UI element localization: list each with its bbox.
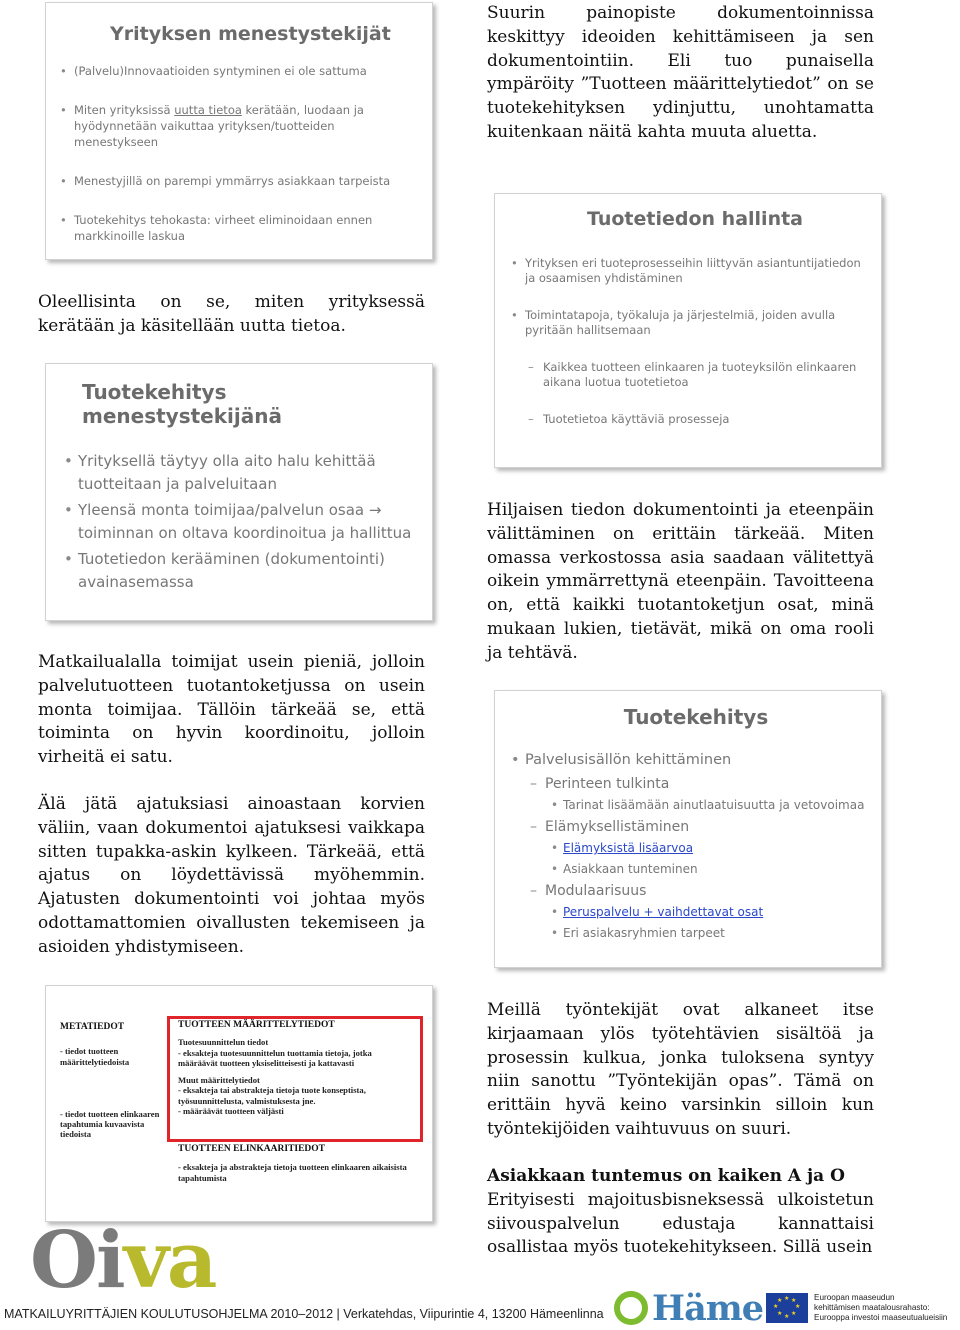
maarittelytiedot-subheading: Tuotesuunnittelun tiedot — [178, 1037, 269, 1048]
elinkaaritiedot-header: TUOTTEEN ELINKAARITIEDOT — [178, 1144, 326, 1154]
slide-subbullet: – Elämyksellistäminen — [545, 816, 867, 838]
slide-title: Tuotetiedon hallinta — [586, 208, 803, 230]
eu-flag-icon: ★ ★ ★ ★ ★ ★ ★ ★ — [766, 1293, 808, 1323]
slide-link-elamyksista-lisaarvoa[interactable]: Elämyksistä lisäarvoa — [563, 841, 694, 855]
slide-bullet: • (Palvelu)Innovaatioiden syntyminen ei ole sattuma — [74, 63, 414, 79]
paragraph-heading: Asiakkaan tuntemus on kaiken A ja O — [487, 1166, 845, 1186]
slide-link-peruspalvelu[interactable]: Peruspalvelu + vaihdettavat osat — [563, 905, 764, 919]
metatiedot-item: - tiedot tuotteen elinkaaren tapahtumia kuvaavista tiedoista — [60, 1108, 160, 1140]
slide-subbullet: – Tuotetietoa käyttäviä prosesseja — [543, 412, 865, 427]
hame-ring-icon — [614, 1291, 648, 1325]
oiva-logo: Oiva — [30, 1215, 216, 1306]
slide-tuotetiedon-hallinta — [494, 193, 882, 468]
metatiedot-item: - tiedot tuotteen määrittelytiedoista — [60, 1046, 130, 1067]
slide-subsubbullet: • Asiakkaan tunteminen — [563, 859, 867, 880]
slide-title: Yrityksen menestystekijät — [110, 23, 391, 45]
maarittelytiedot-column — [178, 1020, 412, 1116]
paragraph-asiakkaan-tuntemus — [487, 1165, 874, 1260]
paragraph-tiedon-keruu: Oleellisinta on se, miten yrityksessä kerätään ja käsitellään uutta tietoa. — [38, 292, 425, 336]
slide-bullet: • Toimintatapoja, työkaluja ja järjestelmiä, joiden avulla pyritään hallitsemaan — [525, 308, 865, 338]
paragraph-hiljainen-tieto: Hiljaisen tiedon dokumentointi ja eteenpäin välittäminen on erittäin tärkeää. Miten omassa verkostossa asia saadaan välitettyä oikein ymmärrettynä eteenpäin. Tavoitteena on, että kaikki tuotantoketjun osat, minä mukaan lukien, tietävät, mikä on oma rooli ja tehtävä. — [487, 500, 874, 663]
slide-bullet: • Palvelusisällön kehittäminen — [525, 749, 867, 771]
slide-subbullet: – Kaikkea tuotteen elinkaaren ja tuoteyksilön elinkaaren aikana luotua tuotetietoa — [543, 360, 865, 390]
maarittelytiedot-text: - eksakteja tuotesuunnittelun tuottamia tietoja, jotka määräävät tuotteen yksiselitteisesti ja kattavasti — [178, 1047, 372, 1068]
slide-subsubbullet — [563, 902, 867, 923]
underlined-term: uutta tietoa — [174, 103, 242, 117]
paragraph-dokumentoinnin-painopiste: Suurin painopiste dokumentoinnissa keskittyy ideoiden kehittämiseen ja sen dokumentointiin. Eli tuo punaisella ympäröity ”Tuotteen määrittelytiedot” on se tuotekehityksen ydinjuttu, unohtamatta kuitenkaan näitä kahta muuta aluetta. — [487, 3, 874, 142]
slide-bullet — [74, 102, 414, 150]
hame-logo — [614, 1286, 763, 1330]
maarittelytiedot-text: - eksakteja tai abstrakteja tietoja tuote konseptista, työsuunnittelusta, valmistuksesta jne. — [178, 1085, 366, 1106]
paragraph-matkailuala: Matkailualalla toimijat usein pieniä, jolloin palvelutuotteen tuotantoketjussa on usein monta toimijaa. Tällöin tärkeää se, että toiminta on hyvin koordinoitu, jolloin virheitä ei satu. — [38, 652, 425, 768]
paragraph-ajatusten-dokumentointi: Älä jätä ajatuksiasi ainoastaan korvien väliin, vaan dokumentoi ajatuksesi vaikkapa sitten tupakka-askin kylkeen. Tärkeää, että ajatus on löydettävissä myöhemmin. Ajatusten dokumentointi voi johtaa myös odottamattomien oivallusten tekemiseen ja asioiden yhdistymiseen. — [38, 794, 425, 957]
elinkaaritiedot-column — [178, 1144, 412, 1183]
slide-tuotekehitys — [494, 690, 882, 968]
slide-tuotekehitys-menestystekijana — [45, 363, 433, 621]
slide-bullet: • Tuotetiedon kerääminen (dokumentointi) avainasemassa — [78, 548, 414, 593]
bullet-text: Miten yrityksissä — [74, 103, 175, 117]
slide-subsubbullet: • Tarinat lisäämään ainutlaatuisuutta ja vetovoimaa — [563, 795, 867, 816]
maarittelytiedot-header: TUOTTEEN MÄÄRITTELYTIEDOT — [178, 1020, 335, 1030]
slide-subsubbullet: • Eri asiakasryhmien tarpeet — [563, 923, 867, 944]
slide-title: Tuotekehitys menestystekijänä — [82, 380, 282, 428]
metatiedot-column — [60, 1022, 160, 1140]
slide-bullets — [525, 749, 867, 944]
paragraph-text: Erityisesti majoitusbisneksessä ulkoistetun siivouspalvelun edustaja kannattaisi osallistaa myös tuotekehitykseen. Sillä usein — [487, 1189, 874, 1258]
bullet-text: kerätään, luodaan ja hyödynnetään vaikuttaa yrityksen/tuotteiden menestykseen — [74, 103, 364, 149]
eu-funding-logo — [766, 1293, 947, 1323]
slide-bullets — [525, 256, 865, 427]
slide-subsubbullet — [563, 838, 867, 859]
footer-address: MATKAILUYRITTÄJIEN KOULUTUSOHJELMA 2010–2012 | Verkatehdas, Viipurintie 4, 13200 Hämeenlinna — [4, 1307, 604, 1321]
elinkaaritiedot-text: - eksakteja ja abstrakteja tietoja tuotteen elinkaaren aikaisista tapahtumista — [178, 1162, 407, 1183]
slide-subbullet: – Perinteen tulkinta — [545, 773, 867, 795]
metatiedot-header: METATIEDOT — [60, 1022, 125, 1032]
slide-title: Tuotekehitys — [623, 705, 769, 729]
slide-bullet: • Menestyjillä on parempi ymmärrys asiakkaan tarpeista — [74, 173, 414, 189]
slide-bullet: • Yrityksen eri tuoteprosesseihin liittyvän asiantuntijatiedon ja osaamisen yhdistäminen — [525, 256, 865, 286]
slide-bullets — [74, 63, 414, 244]
slide-subbullet: – Modulaarisuus — [545, 880, 867, 902]
maarittelytiedot-text: - määräävät tuotteen väljästi — [178, 1106, 284, 1117]
slide-tuotetieto-diagram — [45, 985, 433, 1222]
maarittelytiedot-subheading: Muut määrittelytiedot — [178, 1075, 260, 1086]
slide-yrityksen-menestystekijat — [45, 2, 433, 260]
slide-bullet: • Yleensä monta toimijaa/palvelun osaa → toiminnan on oltava koordinoitua ja hallittua — [78, 499, 414, 544]
hame-wordmark: Häme — [652, 1287, 764, 1329]
slide-bullet: • Tuotekehitys tehokasta: virheet eliminoidaan ennen markkinoille laskua — [74, 212, 414, 244]
slide-bullets — [78, 450, 414, 593]
slide-bullet: • Yrityksellä täytyy olla aito halu kehittää tuotteitaan ja palveluitaan — [78, 450, 414, 495]
eu-funding-text: Euroopan maaseudun kehittämisen maatalousrahasto: Eurooppa investoi maaseutualueisiin — [814, 1293, 948, 1322]
paragraph-tyontekijan-opas: Meillä työntekijät ovat alkaneet itse kirjaamaan ylös työtehtävien sisältöä ja prosessin kulkua, jonka tuloksena syntyy niin sanottu ”Työntekijän opas”. Tämä on erittäin hyvä keino varsinkin silloin kun työntekijöiden vaihtuvuus on suuri. — [487, 1000, 874, 1139]
